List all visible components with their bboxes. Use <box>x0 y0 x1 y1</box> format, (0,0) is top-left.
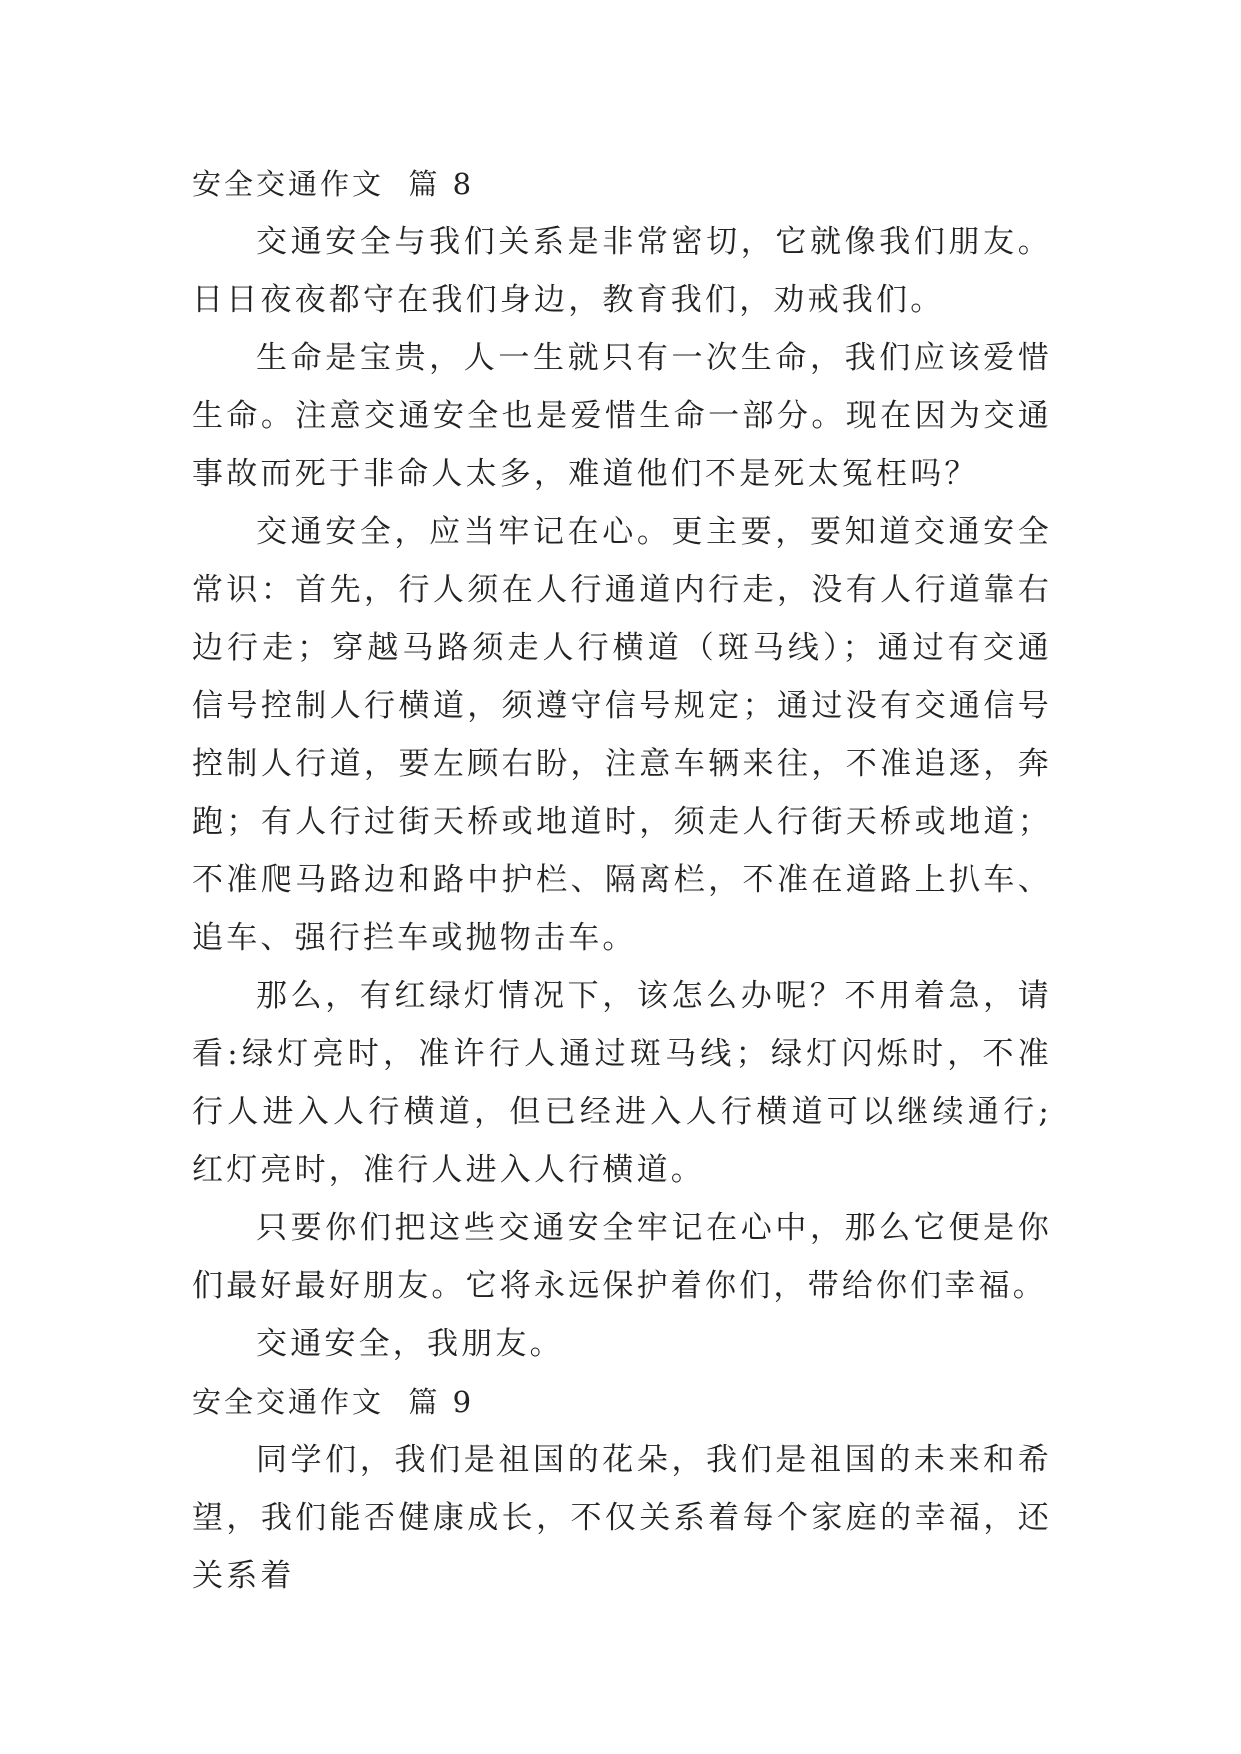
paragraph: 交通安全，应当牢记在心。更主要，要知道交通安全常识：首先，行人须在人行通道内行走，没有人行道靠右边行走；穿越马路须走人行横道（斑马线）；通过有交通信号控制人行横道，须遵守信号规定；通过没有交通信号控制人行道，要左顾右盼，注意车辆来往，不准追逐，奔跑；有人行过街天桥或地道时，须走人行街天桥或地道；不准爬马路边和路中护栏、隔离栏，不准在道路上扒车、追车、强行拦车或抛物击车。 <box>192 514 1052 956</box>
paragraph: 交通安全与我们关系是非常密切，它就像我们朋友。日日夜夜都守在我们身边，教育我们，劝戒我们。 <box>192 224 1052 318</box>
section-heading-9: 安全交通作文 篇 9 <box>192 1385 475 1419</box>
document-body <box>192 155 1052 1605</box>
paragraph: 交通安全，我朋友。 <box>256 1326 564 1362</box>
paragraph: 只要你们把这些交通安全牢记在心中，那么它便是你们最好最好朋友。它将永远保护着你们，带给你们幸福。 <box>192 1210 1052 1304</box>
paragraph: 同学们，我们是祖国的花朵，我们是祖国的未来和希望，我们能否健康成长，不仅关系着每个家庭的幸福，还关系着 <box>192 1442 1052 1594</box>
paragraph: 那么，有红绿灯情况下，该怎么办呢？不用着急，请看:绿灯亮时，准许行人通过斑马线；绿灯闪烁时，不准行人进入人行横道，但已经进入人行横道可以继续通行;红灯亮时，准行人进入人行横道。 <box>192 978 1052 1188</box>
section-heading-8: 安全交通作文 篇 8 <box>192 167 475 201</box>
paragraph: 生命是宝贵，人一生就只有一次生命，我们应该爱惜生命。注意交通安全也是爱惜生命一部分。现在因为交通事故而死于非命人太多，难道他们不是死太冤枉吗？ <box>192 340 1052 492</box>
